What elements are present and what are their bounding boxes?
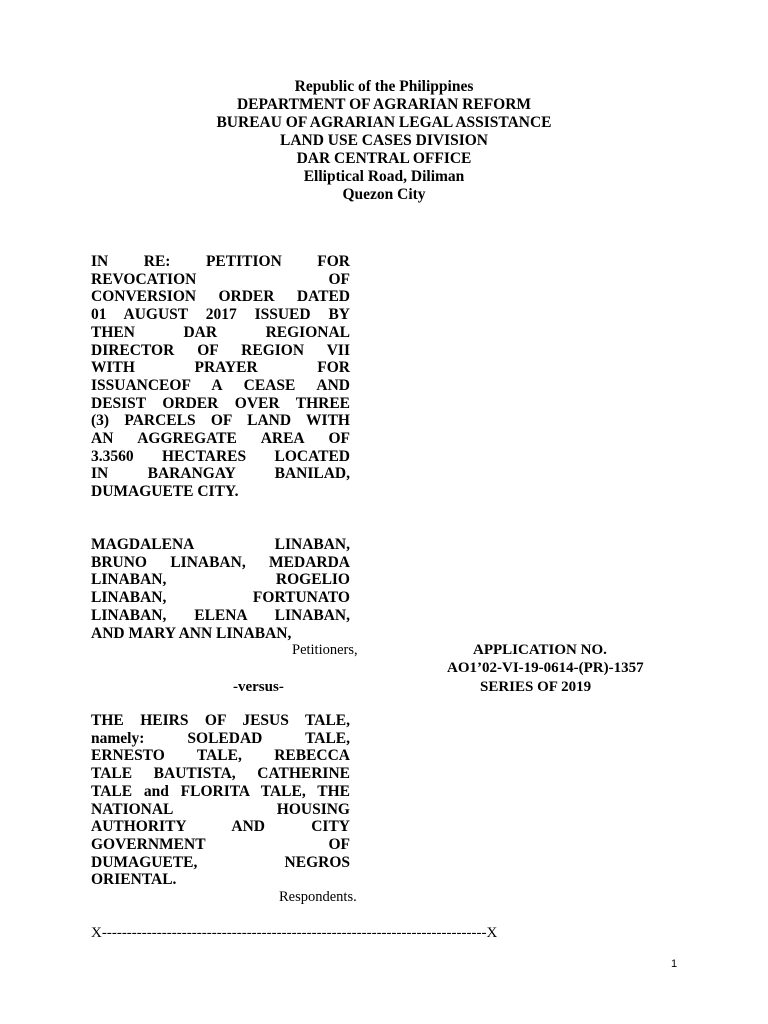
respondent-line: DUMAGUETE, NEGROS: [91, 853, 350, 871]
caption-line: IN RE: PETITION FOR: [91, 253, 350, 270]
application-label: APPLICATION NO.: [473, 642, 607, 658]
header-line-city: Quezon City: [342, 186, 426, 203]
respondent-line: namely: SOLEDAD TALE,: [91, 729, 350, 747]
caption-line: 3.3560 HECTARES LOCATED: [91, 447, 350, 465]
caption-line: CONVERSION ORDER DATED: [91, 288, 350, 306]
header-line-address: Elliptical Road, Diliman: [303, 168, 465, 185]
respondents-role: Respondents.: [279, 889, 357, 905]
respondent-line: AUTHORITY AND CITY: [91, 818, 350, 836]
caption-line: (3) PARCELS OF LAND WITH: [91, 412, 350, 430]
petitioner-line: MAGDALENA LINABAN,: [91, 536, 350, 553]
section-divider: X-----------------------------------------------------------------------------X: [91, 925, 498, 941]
caption-line: ISSUANCEOF A CEASE AND: [91, 376, 350, 394]
petitioners-list: [91, 536, 350, 642]
petitioners-role: Petitioners,: [292, 642, 358, 658]
header-line-republic: Republic of the Philippines: [294, 78, 474, 95]
petitioner-line: AND MARY ANN LINABAN,: [91, 624, 292, 642]
caption-line: DUMAGUETE CITY.: [91, 483, 239, 501]
caption-line: AN AGGREGATE AREA OF: [91, 430, 350, 448]
header-line-department: DEPARTMENT OF AGRARIAN REFORM: [236, 96, 532, 113]
application-series: SERIES OF 2019: [480, 679, 592, 695]
caption-line: DESIST ORDER OVER THREE: [91, 394, 350, 412]
page-number: 1: [671, 958, 678, 970]
header-line-office: DAR CENTRAL OFFICE: [296, 150, 472, 167]
respondent-line: TALE BAUTISTA, CATHERINE: [91, 765, 350, 783]
caption-line: DIRECTOR OF REGION VII: [91, 341, 350, 359]
case-caption: [91, 253, 350, 501]
document-header: [0, 78, 768, 204]
header-line-division: LAND USE CASES DIVISION: [279, 132, 489, 149]
petitioner-line: LINABAN, ELENA LINABAN,: [91, 606, 350, 624]
header-line-bureau: BUREAU OF AGRARIAN LEGAL ASSISTANCE: [216, 114, 552, 131]
respondent-line: ORIENTAL.: [91, 871, 177, 889]
application-number: AO1’02-VI-19-0614-(PR)-1357: [447, 660, 644, 676]
caption-line: REVOCATION OF: [91, 270, 350, 288]
respondent-line: ERNESTO TALE, REBECCA: [91, 747, 350, 765]
petitioner-line: BRUNO LINABAN, MEDARDA: [91, 553, 350, 571]
caption-line: THEN DAR REGIONAL: [91, 323, 350, 341]
respondent-line: GOVERNMENT OF: [91, 835, 350, 853]
respondent-line: NATIONAL HOUSING: [91, 800, 350, 818]
versus-label: -versus-: [233, 679, 284, 695]
caption-line: 01 AUGUST 2017 ISSUED BY: [91, 306, 350, 324]
respondents-list: [91, 712, 350, 889]
petitioner-line: LINABAN, FORTUNATO: [91, 589, 350, 607]
caption-line: WITH PRAYER FOR: [91, 359, 350, 377]
petitioner-line: LINABAN, ROGELIO: [91, 571, 350, 589]
caption-line: IN BARANGAY BANILAD,: [91, 465, 350, 483]
respondent-line: TALE and FLORITA TALE, THE: [91, 782, 350, 800]
respondent-line: THE HEIRS OF JESUS TALE,: [91, 712, 350, 729]
